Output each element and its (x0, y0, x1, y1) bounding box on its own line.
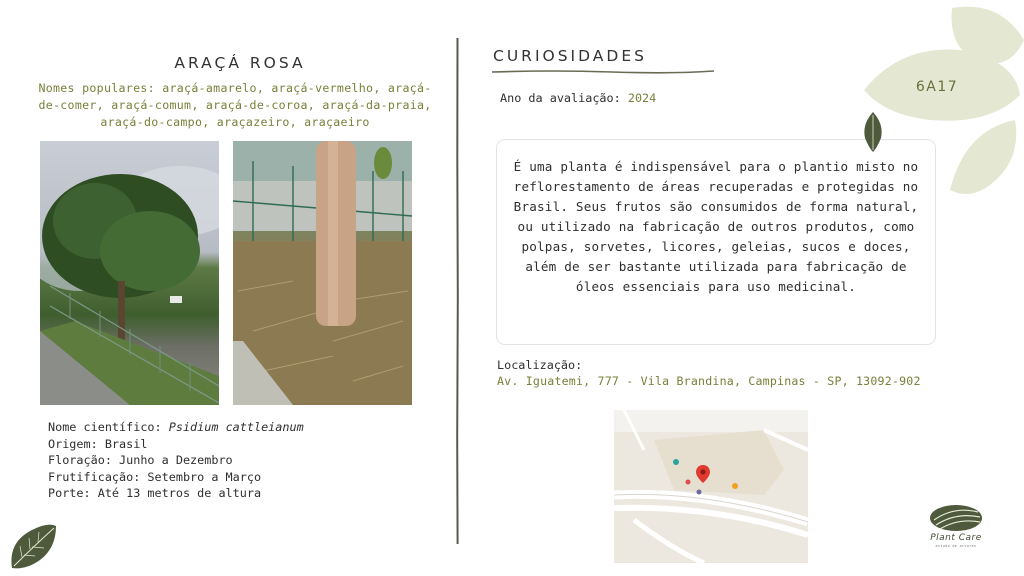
origin: Origem: Brasil (48, 436, 148, 451)
brand-tagline: estudo de arvores (935, 544, 977, 548)
scientific-label: Nome científico: (48, 420, 169, 434)
plant-facts (48, 419, 304, 502)
leaf-icon-bottom-left (8, 522, 58, 570)
evaluation-year (500, 91, 656, 105)
leaf-icon (862, 112, 884, 152)
tree-photo (40, 141, 219, 405)
scientific-name: Psidium cattleianum (168, 420, 304, 434)
year-label: Ano da avaliação: (500, 91, 628, 105)
location-map[interactable] (614, 410, 808, 563)
curiosities-title: CURIOSIDADES (493, 47, 647, 65)
plant-care-logo (920, 500, 992, 560)
flowering: Floração: Junho a Dezembro (48, 453, 233, 467)
brand-name: Plant Care (930, 533, 982, 543)
popular-names: Nomes populares: araçá-amarelo, araçá-vermelho, araçá-de-comer, araçá-comum, araçá-de-coroa, araçá-da-praia, araçá-do-campo, araçazeiro, araçaeiro (38, 81, 432, 129)
location-address: Av. Iguatemi, 777 - Vila Brandina, Campinas - SP, 13092-902 (497, 374, 921, 388)
scientific-name-row (48, 419, 304, 436)
curiosities-text: É uma planta é indispensável para o plantio misto no reflorestamento de áreas recuperadas e protegidas no Brasil. Seus frutos são consumidos de forma natural, ou utilizado na fabricação de outros produtos, como polpas, sorvetes, licores, geleias, sucos e doces, além de ser bastante utilizada para fabricação de óleos essenciais para uso medicinal. (513, 159, 919, 294)
fruiting: Frutificação: Setembro a Março (48, 469, 262, 484)
plant-size: Porte: Até 13 metros de altura (48, 486, 262, 500)
plant-title: ARAÇÁ ROSA (174, 54, 306, 72)
title-underline (492, 69, 714, 74)
plant-code: 6A17 (915, 79, 959, 95)
location-label: Localização: (497, 358, 583, 372)
map-pin-icon (696, 465, 710, 483)
year-value: 2024 (627, 91, 657, 105)
trunk-photo (233, 141, 412, 405)
vertical-divider (456, 38, 459, 544)
